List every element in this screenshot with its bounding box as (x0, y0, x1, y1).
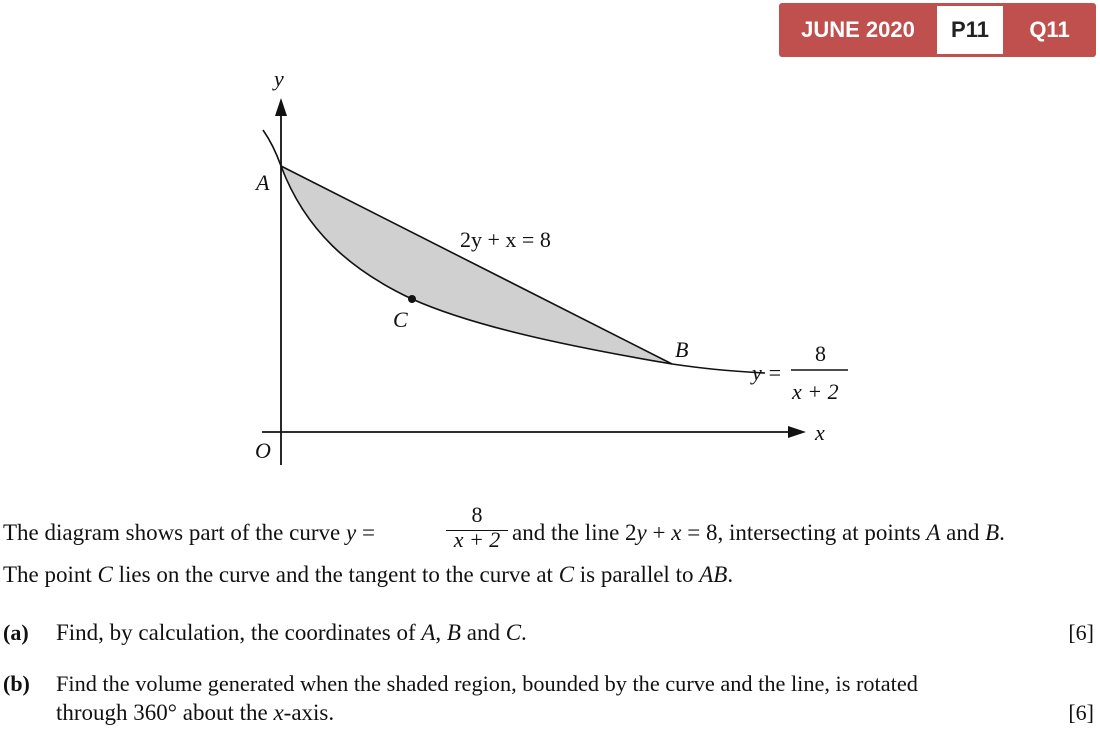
part-b-text-2 (56, 700, 334, 726)
curve-label-numerator: 8 (815, 341, 826, 366)
part-a-text-1: Find, by calculation, the coordinates of (56, 620, 422, 645)
question-tag: Q11 (1029, 17, 1070, 42)
point-c-dot (408, 295, 416, 303)
stem-text-2-y: y (636, 520, 647, 545)
origin-label: O (255, 438, 271, 463)
part-b-text-2a: through 360° about the (56, 700, 274, 725)
part-a-A: A (421, 620, 436, 645)
line2-a: The point (3, 562, 98, 587)
y-axis-label: y (274, 66, 284, 91)
stem-line-1 (3, 520, 375, 546)
stem-A: A (926, 520, 941, 545)
part-b-marks: [6] (1068, 700, 1094, 725)
x-axis-label: x (815, 420, 825, 445)
stem-text-2-mid: + (646, 520, 672, 545)
curve-label-denominator: x + 2 (792, 379, 839, 404)
part-a-dot: . (521, 620, 527, 645)
stem-text-2: and the line 2 (512, 520, 637, 545)
part-a-label: (a) (3, 620, 29, 645)
stem-text-2-end: = 8, intersecting at points (681, 520, 927, 545)
part-a-B: B (446, 620, 461, 645)
x-axis-arrow (788, 426, 806, 438)
part-b-text-2b: -axis. (283, 700, 335, 725)
stem-text-1: The diagram shows part of the curve (3, 520, 346, 545)
line2-b: lies on the curve and the tangent to the curve at (112, 562, 559, 587)
stem-B: B (985, 520, 1000, 545)
line2-AB: AB (699, 562, 728, 587)
stem-dot: . (999, 520, 1005, 545)
curve-label-lhs: y = (752, 360, 783, 385)
point-a-label: A (256, 170, 270, 195)
stem-line-2 (3, 562, 733, 588)
part-a-C: C (505, 620, 522, 645)
part-a-and: and (460, 620, 506, 645)
part-b-x: x (273, 700, 284, 725)
y-axis-arrow (275, 98, 287, 116)
stem-fraction-denominator: x + 2 (453, 527, 501, 552)
paper-tag: P11 (937, 6, 1003, 54)
part-b-text-1: Find the volume generated when the shaded region, bounded by the curve and the line, is rotated (56, 671, 918, 696)
line2-c: is parallel to (574, 562, 700, 587)
part-a-marks: [6] (1068, 620, 1094, 645)
line2-dot: . (727, 562, 734, 587)
stem-eq: = (356, 520, 375, 545)
line2-C: C (97, 562, 113, 587)
part-a-comma: , (435, 620, 447, 645)
stem-fraction-numerator: 8 (471, 502, 483, 527)
part-a-text (56, 620, 527, 646)
stem-and: and (940, 520, 986, 545)
stem-text-2-x: x (671, 520, 682, 545)
part-b-label: (b) (3, 671, 30, 696)
line2-C2: C (558, 562, 575, 587)
point-c-label: C (393, 307, 408, 332)
stem-line-1b (512, 520, 1005, 546)
line-equation-label: 2y + x = 8 (460, 227, 551, 252)
point-b-label: B (675, 337, 689, 362)
stem-fraction (446, 502, 508, 553)
stem-y: y (345, 520, 357, 545)
line-ab (281, 166, 672, 364)
session-tag: JUNE 2020 (801, 17, 915, 42)
